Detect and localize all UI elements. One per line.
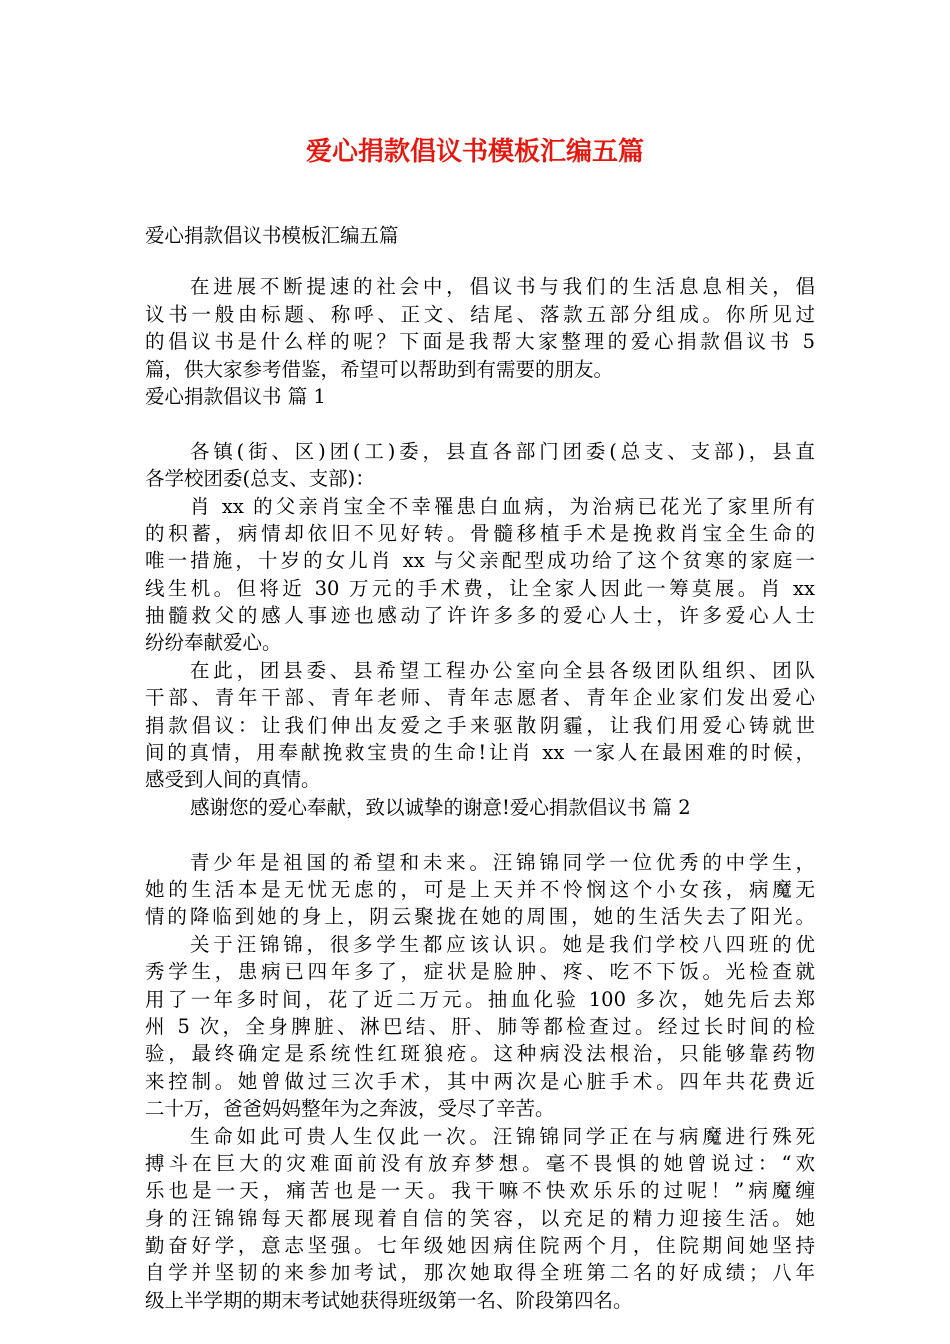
document-title: 爱心捐款倡议书模板汇编五篇 xyxy=(305,137,644,167)
text-line: 来控制。她曾做过三次手术，其中两次是心脏手术。四年共花费近 xyxy=(145,1069,815,1093)
text-line: 捐款倡议：让我们伸出友爱之手来驱散阴霾，让我们用爱心铸就世 xyxy=(145,713,815,737)
text-line: 线生机。但将近 30 万元的手术费，让全家人因此一筹莫展。肖 xx xyxy=(145,576,815,600)
text-line: 各镇(街、区)团(工)委，县直各部门团委(总支、支部)，县直 xyxy=(190,439,815,463)
closing-line: 感谢您的爱心奉献，致以诚挚的谢意!爱心捐款倡议书 篇 2 xyxy=(190,795,691,819)
section-heading-1: 爱心捐款倡议书 篇 1 xyxy=(145,384,326,408)
text-line: 感受到人间的真情。 xyxy=(145,768,321,792)
text-line: 各学校团委(总支、支部)： xyxy=(145,467,375,491)
text-line: 议书一般由标题、称呼、正文、结尾、落款五部分组成。你所见过 xyxy=(145,302,815,326)
text-line: 情的降临到她的身上，阴云聚拢在她的周围，她的生活失去了阳光。 xyxy=(145,905,815,929)
text-line: 二十万，爸爸妈妈整年为之奔波，受尽了辛苦。 xyxy=(145,1097,555,1121)
text-line: 乐也是一天，痛苦也是一天。我干嘛不快欢乐乐的过呢！”病魔缠 xyxy=(145,1179,815,1203)
blank-line xyxy=(145,249,815,273)
text-line: 用了一年多时间，花了近二万元。抽血化验 100 多次，她先后去郑 xyxy=(145,987,815,1011)
intro-paragraph xyxy=(145,273,815,383)
section2-paragraph-3 xyxy=(145,1123,815,1315)
text-line: 生命如此可贵人生仅此一次。汪锦锦同学正在与病魔进行殊死 xyxy=(190,1124,815,1148)
text-line: 州 5 次，全身脾脏、淋巴结、肝、肺等都检查过。经过长时间的检 xyxy=(145,1014,815,1038)
blank-line xyxy=(145,821,815,848)
salutation-paragraph xyxy=(145,438,815,493)
text-line: 验，最终确定是系统性红斑狼疮。这种病没法根治，只能够靠药物 xyxy=(145,1042,815,1066)
text-line: 级上半学期的期末考试她获得班级第一名、阶段第四名。 xyxy=(145,1288,633,1312)
text-line: 肖 xx 的父亲肖宝全不幸罹患白血病，为治病已花光了家里所有 xyxy=(190,494,815,518)
text-line: 青少年是祖国的希望和未来。汪锦锦同学一位优秀的中学生， xyxy=(190,850,815,874)
text-line: 搏斗在巨大的灾难面前没有放弃梦想。毫不畏惧的她曾说过：“欢 xyxy=(145,1151,815,1175)
text-line: 勤奋好学，意志坚强。七年级她因病住院两个月，住院期间她坚持 xyxy=(145,1234,815,1258)
text-line: 在进展不断提速的社会中，倡议书与我们的生活息息相关，倡 xyxy=(190,275,815,299)
text-line: 的倡议书是什么样的呢？下面是我帮大家整理的爱心捐款倡议书 5 xyxy=(145,330,815,354)
text-line: 关于汪锦锦，很多学生都应该认识。她是我们学校八四班的优 xyxy=(190,932,815,956)
section1-paragraph-1 xyxy=(145,493,815,657)
document-body xyxy=(145,222,815,1314)
section1-paragraph-2 xyxy=(145,657,815,794)
section2-paragraph-1 xyxy=(145,849,815,931)
text-line: 抽髓救父的感人事迹也感动了许许多多的爱心人士，许多爱心人士 xyxy=(145,604,815,628)
text-line: 纷纷奉献爱心。 xyxy=(145,631,282,655)
text-line: 秀学生，患病已四年多了，症状是脸肿、疼、吃不下饭。光检查就 xyxy=(145,960,815,984)
blank-line xyxy=(145,410,815,437)
document-subtitle: 爱心捐款倡议书模板汇编五篇 xyxy=(145,224,399,247)
text-line: 在此，团县委、县希望工程办公室向全县各级团队组织、团队 xyxy=(190,658,815,682)
text-line: 唯一措施，十岁的女儿肖 xx 与父亲配型成功给了这个贫寒的家庭一 xyxy=(145,549,815,573)
text-line: 篇，供大家参考借鉴，希望可以帮助到有需要的朋友。 xyxy=(145,357,614,381)
text-line: 干部、青年干部、青年老师、青年志愿者、青年企业家们发出爱心 xyxy=(145,686,815,710)
text-line: 她的生活本是无忧无虑的，可是上天并不怜悯这个小女孩，病魔无 xyxy=(145,877,815,901)
section2-paragraph-2 xyxy=(145,931,815,1123)
text-line: 身的汪锦锦每天都展现着自信的笑容，以充足的精力迎接生活。她 xyxy=(145,1206,815,1230)
text-line: 间的真情，用奉献挽救宝贵的生命!让肖 xx 一家人在最困难的时候， xyxy=(145,741,815,765)
text-line: 的积蓄，病情却依旧不见好转。骨髓移植手术是挽救肖宝全生命的 xyxy=(145,521,815,545)
text-line: 自学并坚韧的来参加考试，那次她取得全班第二名的好成绩；八年 xyxy=(145,1261,815,1285)
